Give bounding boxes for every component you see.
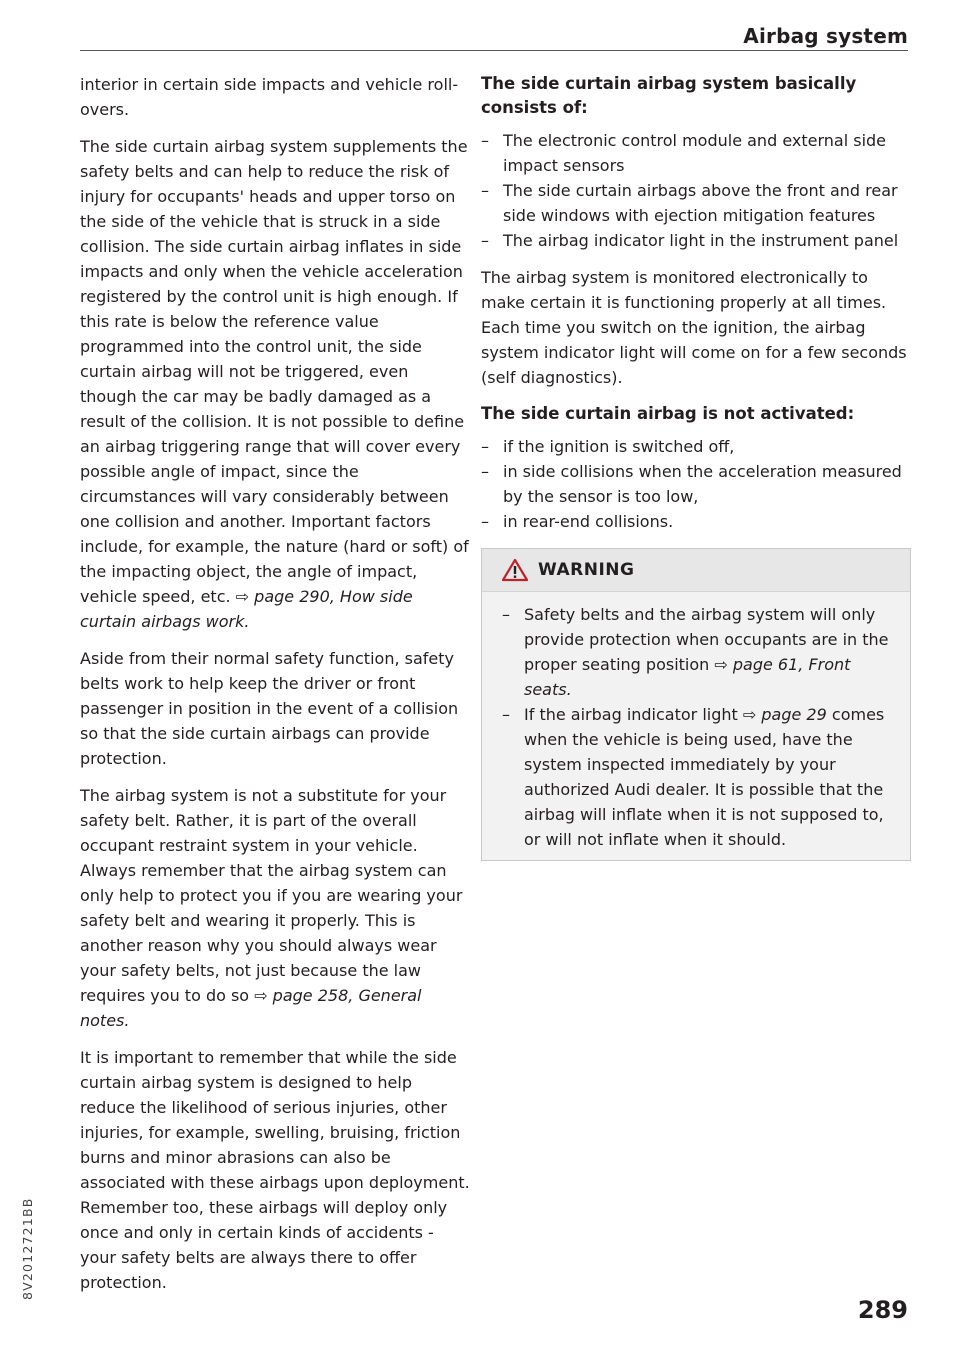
list-item: – in rear-end collisions.	[481, 509, 911, 534]
page-reference-link[interactable]: ⇨ page 258, General notes.	[80, 986, 422, 1030]
warning-box	[481, 548, 911, 861]
right-column	[481, 72, 911, 861]
paragraph-rollovers: interior in certain side impacts and vehicle roll-overs.	[80, 75, 459, 119]
paragraph-other-injuries: It is important to remember that while the side curtain airbag system is designed to help reduce the likelihood of serious injuries, other injuries, for example, swelling, bruising, friction burns and minor abrasions can also be associated with these airbags upon deployment. Remember too, these airbags will deploy only once and only in certain kinds of accidents - your safety belts are always there to offer protection.	[80, 1048, 470, 1292]
paragraph-not-a-substitute	[80, 783, 470, 1033]
paragraph-text: The airbag system is not a substitute for your safety belt. Rather, it is part of the overall occupant restraint system in your vehicle. Always remember that the airbag system can only help to protect you if you are wearing your safety belt and wearing it properly. This is another reason why you should always wear your safety belts, not just because the law requires you to do so	[80, 786, 463, 1005]
warning-body	[482, 592, 910, 860]
heading-system-consists-of: The side curtain airbag system basically consists of:	[481, 74, 857, 117]
paragraph-monitoring: The airbag system is monitored electronically to make certain it is functioning properly at all times. Each time you switch on the ignition, the airbag system indicator light will come on for a few seconds (self diagnostics).	[481, 268, 907, 387]
list-item	[502, 702, 894, 852]
page-reference-link[interactable]: ⇨ page 290, How side curtain airbags work.	[80, 587, 413, 631]
paragraph-side-curtain-supplement	[80, 134, 470, 634]
paragraph-safety-belts-function: Aside from their normal safety function, safety belts work to help keep the driver or front passenger in position in the event of a collision so that the side curtain airbags can provide protection.	[80, 649, 459, 768]
warning-header	[482, 549, 910, 592]
page-reference-link[interactable]: ⇨ page 61, Front seats.	[524, 655, 851, 699]
page-reference-link[interactable]: ⇨ page 29	[742, 705, 827, 724]
list-item	[502, 602, 894, 702]
list-item: – The side curtain airbags above the front and rear side windows with ejection mitigation features	[481, 178, 911, 228]
left-column	[80, 72, 470, 1307]
header-divider	[80, 50, 908, 51]
list-item: – if the ignition is switched off,	[481, 434, 911, 459]
list-item: – The airbag indicator light in the instrument panel	[481, 228, 911, 253]
warning-text: comes when the vehicle is being used, have the system inspected immediately by your authorized Audi dealer. It is possible that the airbag will inflate when it is not supposed to, or will not inflate when it should.	[524, 705, 885, 849]
warning-text: If the airbag indicator light	[524, 705, 738, 724]
section-title: Airbag system	[743, 24, 908, 48]
warning-text: Safety belts and the airbag system will only provide protection when occupants are in the proper seating position	[524, 605, 889, 674]
warning-triangle-icon	[502, 558, 528, 582]
document-code: 8V2012721BB	[20, 1197, 35, 1300]
warning-list	[502, 602, 894, 852]
components-list	[481, 128, 911, 253]
list-item: – The electronic control module and external side impact sensors	[481, 128, 911, 178]
warning-label: WARNING	[538, 559, 635, 580]
page-number: 289	[857, 1296, 908, 1324]
paragraph-text: The side curtain airbag system supplements the safety belts and can help to reduce the risk of injury for occupants' heads and upper torso on the side of the vehicle that is struck in a side collision. The side curtain airbag inflates in side impacts and only when the vehicle acceleration registered by the control unit is high enough. If this rate is below the reference value programmed into the control unit, the side curtain airbag will not be triggered, even though the car may be badly damaged as a result of the collision. It is not possible to define an airbag triggering range that will cover every possible angle of impact, since the circumstances will vary considerably between one collision and another. Important factors include, for example, the nature (hard or soft) of the impacting object, the angle of impact, vehicle speed, etc.	[80, 137, 469, 606]
list-item: – in side collisions when the acceleration measured by the sensor is too low,	[481, 459, 911, 509]
heading-not-activated: The side curtain airbag is not activated:	[481, 404, 855, 423]
not-activated-list	[481, 434, 911, 534]
